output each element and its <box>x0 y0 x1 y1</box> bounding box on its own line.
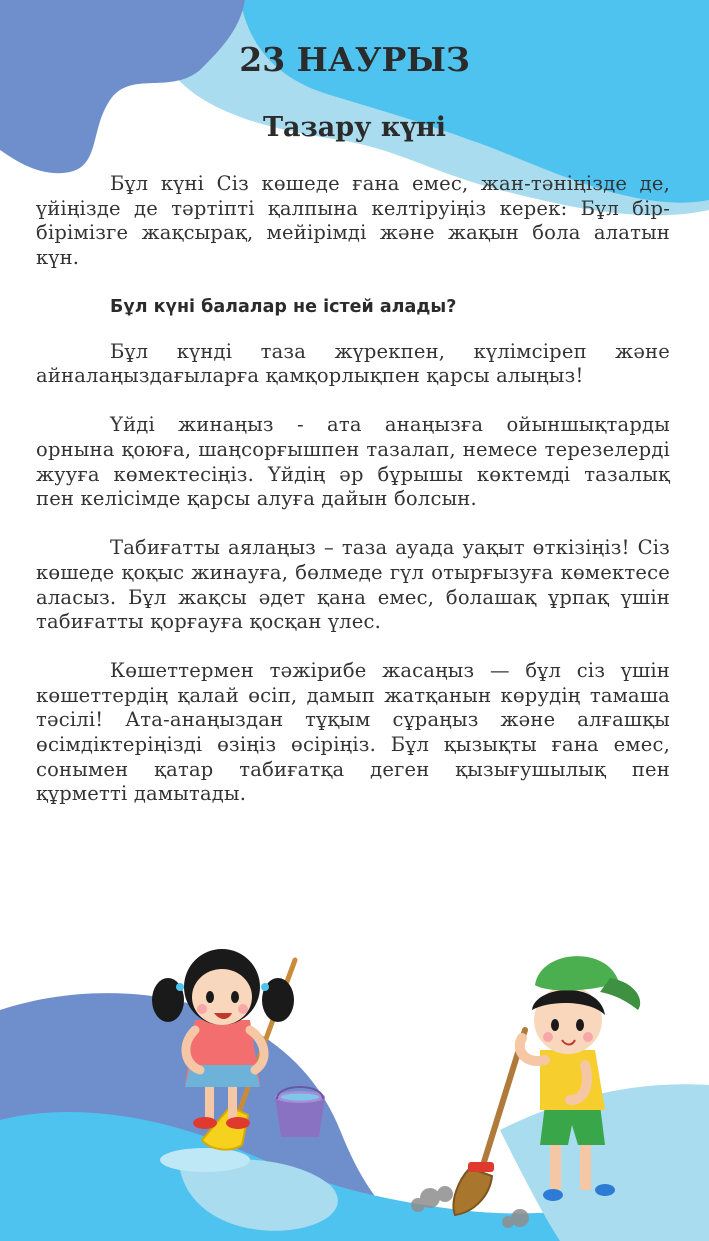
paragraph-2: Үйді жинаңыз - ата анаңызға ойыншықтарды орнына қоюға, шаңсорғышпен тазалап, немесе терезелерді жууға көмектесіңіз. Үйдің әр бұрышы көктемді тазалық пен келісімде қарсы алуға дайын болсын. <box>36 413 670 511</box>
page-subtitle: Тазару күні <box>262 112 447 143</box>
paragraph-4: Көшеттермен тәжірибе жасаңыз — бұл сіз үшін көшеттердің қалай өсіп, дамып жатқанын көрудің тамаша тәсілі! Ата-анаңыздан тұқым сұраңыз және алғашқы өсімдіктеріңізді өзіңіз өсіріңіз. Бұл қызықты ғана емес, сонымен қатар табиғатқа деген қызығушылық пен құрметті дамытады. <box>36 659 670 806</box>
page-title: 23 НАУРЫЗ <box>239 40 470 79</box>
article-body <box>36 172 670 831</box>
bucket-illustration <box>270 1085 330 1140</box>
intro-paragraph: Бұл күні Сіз көшеде ғана емес, жан-тәніңізде де, үйіңізде де тәртіпті қалпына келтіруіңіз керек: Бұл бір-бірімізге жақсырақ, мейірімді және жақын бола алатын күн. <box>36 172 670 269</box>
paragraph-1: Бұл күнді таза жүрекпен, күлімсіреп және айналаңыздағыларға қамқорлықпен қарсы алыңыз! <box>36 339 670 388</box>
question-heading: Бұл күні балалар не істей алады? <box>110 296 457 317</box>
boy-illustration <box>440 940 650 1220</box>
paragraph-3: Табиғатты аялаңыз – таза ауада уақыт өткізіңіз! Сіз көшеде қоқыс жинауға, бөлмеде гүл отырғызуға көмектесе аласыз. Бұл жақсы әдет қана емес, болашақ ұрпақ үшін табиғатты қорғауға қосқан үлес. <box>36 536 670 634</box>
